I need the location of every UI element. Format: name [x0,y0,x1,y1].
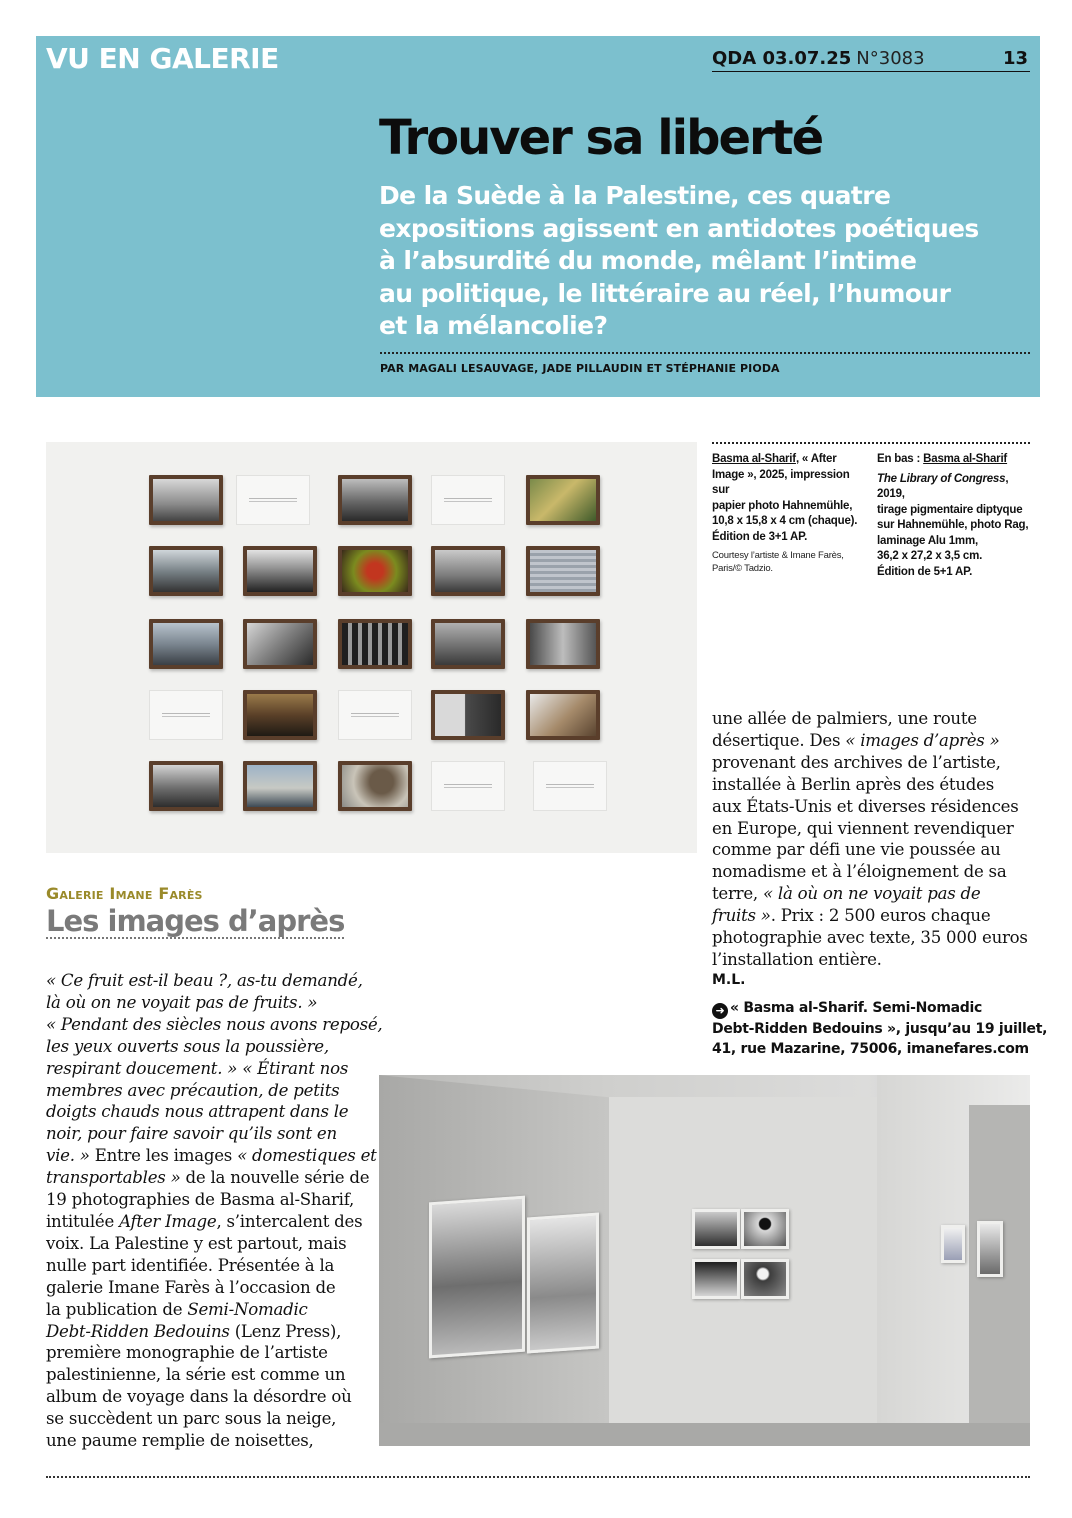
body-line: respirant doucement. » « Étirant nos [46,1058,349,1078]
standfirst-line: expositions agissent en antidotes poétiques [379,213,979,243]
info-line: Debt-Ridden Bedouins », jusqu’au 19 juillet, [712,1021,1048,1037]
caption-artist: Basma al-Sharif [712,453,796,465]
installation-photo-after-image [46,442,697,853]
framed-work [692,1209,740,1249]
floor [379,1423,1030,1446]
framed-work [429,1196,525,1359]
body-line: intitulée After Image, s’intercalent des [46,1211,363,1231]
caption-line: tirage pigmentaire diptyque [877,503,1023,516]
framed-work [741,1209,789,1249]
text-card [149,690,223,740]
credit-line: Paris/© Tadzio. [712,563,773,574]
credit-line: Courtesy l’artiste & Imane Farès, [712,550,844,561]
framed-work [527,1212,599,1353]
framed-work [692,1259,740,1299]
text-card [236,475,310,525]
body-line: photographie avec texte, 35 000 euros [712,928,1028,948]
caption-line: Édition de 5+1 AP. [877,565,973,578]
body-line: comme par défi une vie poussée au [712,840,1001,860]
body-line: désertique. Des « images d’après » [712,730,1000,750]
photo-frame [526,546,600,596]
caption-bottom-photo [877,452,1037,580]
caption-prefix: En bas : [877,453,924,465]
body-line: nomadisme et à l’éloignement de sa [712,862,1007,882]
photo-frame [526,690,600,740]
body-line: se succèdent un parc sous la neige, [46,1409,337,1429]
article-title: Les images d’après [46,904,345,938]
body-line: transportables » de la nouvelle série de [46,1168,370,1188]
byline-divider [380,352,1030,354]
page-title: Trouver sa liberté [379,110,823,166]
standfirst-line: et la mélancolie? [379,311,608,340]
standfirst-line: à l’absurdité du monde, mêlant l’intime [379,246,917,275]
body-line: galerie Imane Farès à l’occasion de [46,1277,336,1297]
caption-line: laminage Alu 1mm, [877,534,978,547]
photo-frame [149,546,223,596]
info-line: 41, rue Mazarine, 75006, imanefares.com [712,1041,1029,1057]
photo-frame [431,619,505,669]
caption-artist: Basma al-Sharif [923,453,1008,465]
photo-frame [243,761,317,811]
section-rubric: VU EN GALERIE [46,42,279,75]
photo-frame [149,475,223,525]
caption-line: , « After [795,453,837,465]
body-line: les yeux ouverts sous la poussière, [46,1036,329,1056]
photo-frame [338,546,412,596]
body-line: doigts chauds nous attrapent dans le [46,1102,349,1122]
article-body-right [712,708,1028,971]
photo-frame [149,761,223,811]
body-line: membres avec précaution, de petits [46,1080,340,1100]
page-number: 13 [1002,48,1028,69]
caption-line: sur Hahnemühle, photo Rag, [877,519,1029,531]
standfirst [379,180,1029,343]
body-line: une allée de palmiers, une route [712,709,977,728]
body-line: nulle part identifiée. Présentée à la [46,1255,335,1275]
caption-line: Édition de 3+1 AP. [712,530,808,543]
body-line: en Europe, qui viennent revendiquer [712,818,1014,838]
caption-top-photo [712,452,860,575]
info-line: ➜ « Basma al-Sharif. Semi-Nomadic [712,998,1047,1019]
body-line: aux États-Unis et diverses résidences [712,796,1019,816]
issue-rule [712,71,1030,72]
standfirst-line: au politique, le littéraire au réel, l’humour [379,278,951,308]
body-line: installée à Berlin après des études [712,774,994,794]
body-line: « Pendant des siècles nous avons reposé, [46,1014,383,1034]
title-underline [46,937,344,939]
caption-divider [712,442,1030,444]
body-line: « Ce fruit est-il beau ?, as-tu demandé, [46,971,363,990]
framed-work [977,1221,1003,1277]
photo-frame [431,690,505,740]
photo-frame [526,619,600,669]
text-card [338,690,412,740]
issue-number: N°3083 [856,48,925,69]
byline: PAR MAGALI LESAUVAGE, JADE PILLAUDIN ET STÉPHANIE PIODA [380,362,780,375]
body-line: fruits ». Prix : 2 500 euros chaque [712,906,991,926]
body-line: première monographie de l’artiste [46,1343,328,1363]
photo-frame [526,475,600,525]
photo-frame [338,761,412,811]
body-line: album de voyage dans la désordre où [46,1387,352,1407]
caption-line: 10,8 x 15,8 x 4 cm (chaque). [712,515,858,527]
page-bottom-rule [46,1476,1030,1478]
text-card [533,761,607,811]
body-line: l’installation entière. [712,949,882,969]
body-line: palestinienne, la série est comme un [46,1365,346,1385]
issue-date: QDA 03.07.25 [712,48,852,69]
caption-line: Image », 2025, impression sur [712,468,850,496]
caption-line: papier photo Hahnemühle, [712,499,853,512]
body-line: provenant des archives de l’artiste, [712,752,1001,772]
body-line: 19 photographies de Basma al-Sharif, [46,1190,355,1210]
gallery-view-photo [379,1075,1030,1446]
photo-credit [712,549,860,575]
photo-frame [243,546,317,596]
author-initials: M.L. [712,972,746,988]
article-body-left [46,970,382,1452]
standfirst-line: De la Suède à la Palestine, ces quatre [379,181,891,210]
body-line: la publication de Semi-Nomadic [46,1299,308,1319]
body-line: une paume remplie de noisettes, [46,1431,314,1451]
body-line: là où on ne voyait pas de fruits. » [46,992,318,1012]
gallery-name: Galerie Imane Farès [46,884,203,903]
header-band [36,36,1040,397]
framed-work [941,1225,965,1263]
exhibition-info [712,998,1047,1059]
body-line: vie. » Entre les images « domestiques et [46,1146,377,1166]
text-card [431,475,505,525]
photo-frame [338,475,412,525]
caption-line: , 2019, [877,472,1009,500]
body-line: noir, pour faire savoir qu’ils sont en [46,1124,337,1144]
body-line: Debt-Ridden Bedouins (Lenz Press), [46,1321,342,1341]
framed-work [741,1259,789,1299]
photo-frame [149,619,223,669]
caption-line: 36,2 x 27,2 x 3,5 cm. [877,550,983,562]
caption-work-title: The Library of Congress [877,472,1006,485]
photo-frame [431,546,505,596]
arrow-right-icon: ➜ [712,1003,728,1019]
issue-info [712,48,1030,69]
photo-frame [338,619,412,669]
body-line: voix. La Palestine y est partout, mais [46,1233,347,1253]
photo-frame [243,690,317,740]
photo-frame [243,619,317,669]
text-card [431,761,505,811]
body-line: terre, « là où on ne voyait pas de [712,884,981,904]
